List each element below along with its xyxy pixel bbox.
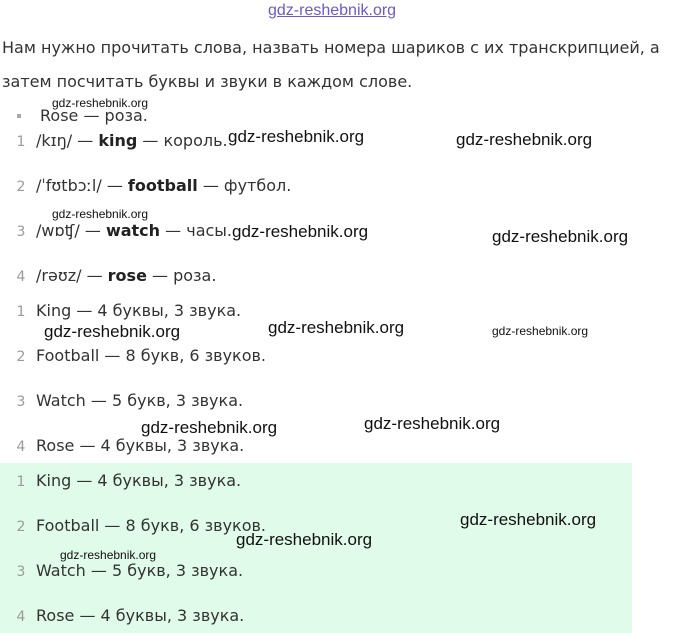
row-text: Watch — 5 букв, 3 звука. — [36, 391, 244, 410]
watermark: gdz-reshebnik.org — [492, 324, 589, 338]
highlighted-count-row — [0, 471, 640, 495]
intro-paragraph: Нам нужно прочитать слова, назвать номера шариков с их транскрипцией, а затем посчитать буквы и звуки в каждом слове. — [2, 38, 660, 91]
row-text: King — 4 буквы, 3 звука. — [36, 471, 242, 490]
row-text: /rəʊz/ — rose — роза. — [36, 266, 217, 285]
bullet-marker — [17, 114, 21, 118]
row-number: 1 — [16, 134, 26, 150]
watermark: gdz-reshebnik.org — [228, 127, 365, 146]
row-number: 1 — [16, 304, 26, 320]
watermark: gdz-reshebnik.org — [236, 530, 373, 549]
row-number: 1 — [16, 474, 26, 490]
row-text: King — 4 буквы, 3 звука. — [36, 301, 242, 320]
row-number: 3 — [16, 224, 26, 240]
row-text: /ˈfʊtbɔːl/ — football — футбол. — [36, 176, 292, 195]
watermark: gdz-reshebnik.org — [52, 207, 149, 221]
row-number: 4 — [16, 439, 26, 455]
watermark: gdz-reshebnik.org — [268, 318, 405, 337]
row-number: 4 — [16, 609, 26, 625]
watermark: gdz-reshebnik.org — [364, 414, 501, 433]
watermark: gdz-reshebnik.org — [492, 227, 629, 246]
row-number: 3 — [16, 564, 26, 580]
row-text: /wɒʧ/ — watch — часы. — [36, 221, 233, 240]
watermark: gdz-reshebnik.org — [52, 96, 149, 110]
row-text: Rose — 4 буквы, 3 звука. — [36, 606, 245, 625]
row-number: 2 — [16, 519, 26, 535]
watermark: gdz-reshebnik.org — [456, 130, 593, 149]
row-number: 2 — [16, 349, 26, 365]
watermark: gdz-reshebnik.org — [44, 322, 181, 341]
highlighted-count-row — [0, 561, 640, 585]
row-text: Football — 8 букв, 6 звуков. — [36, 516, 267, 535]
row-number: 3 — [16, 394, 26, 410]
bullet-text: Rose — роза. — [40, 106, 148, 125]
watermark: gdz-reshebnik.org — [460, 510, 597, 529]
watermark: gdz-reshebnik.org — [141, 418, 278, 437]
watermark: gdz-reshebnik.org — [232, 222, 369, 241]
watermark-top-link[interactable]: gdz-reshebnik.org — [268, 2, 397, 19]
row-text: Rose — 4 буквы, 3 звука. — [36, 436, 245, 455]
row-number: 2 — [16, 179, 26, 195]
row-number: 4 — [16, 269, 26, 285]
transcription-row — [0, 176, 640, 200]
count-row — [0, 346, 640, 370]
row-text: Football — 8 букв, 6 звуков. — [36, 346, 267, 365]
count-row — [0, 436, 640, 460]
transcription-row — [0, 266, 640, 290]
watermark: gdz-reshebnik.org — [60, 548, 157, 562]
row-text: /kɪŋ/ — king — король. — [36, 131, 228, 150]
highlighted-count-row — [0, 606, 640, 630]
count-row — [0, 391, 640, 415]
row-text: Watch — 5 букв, 3 звука. — [36, 561, 244, 580]
